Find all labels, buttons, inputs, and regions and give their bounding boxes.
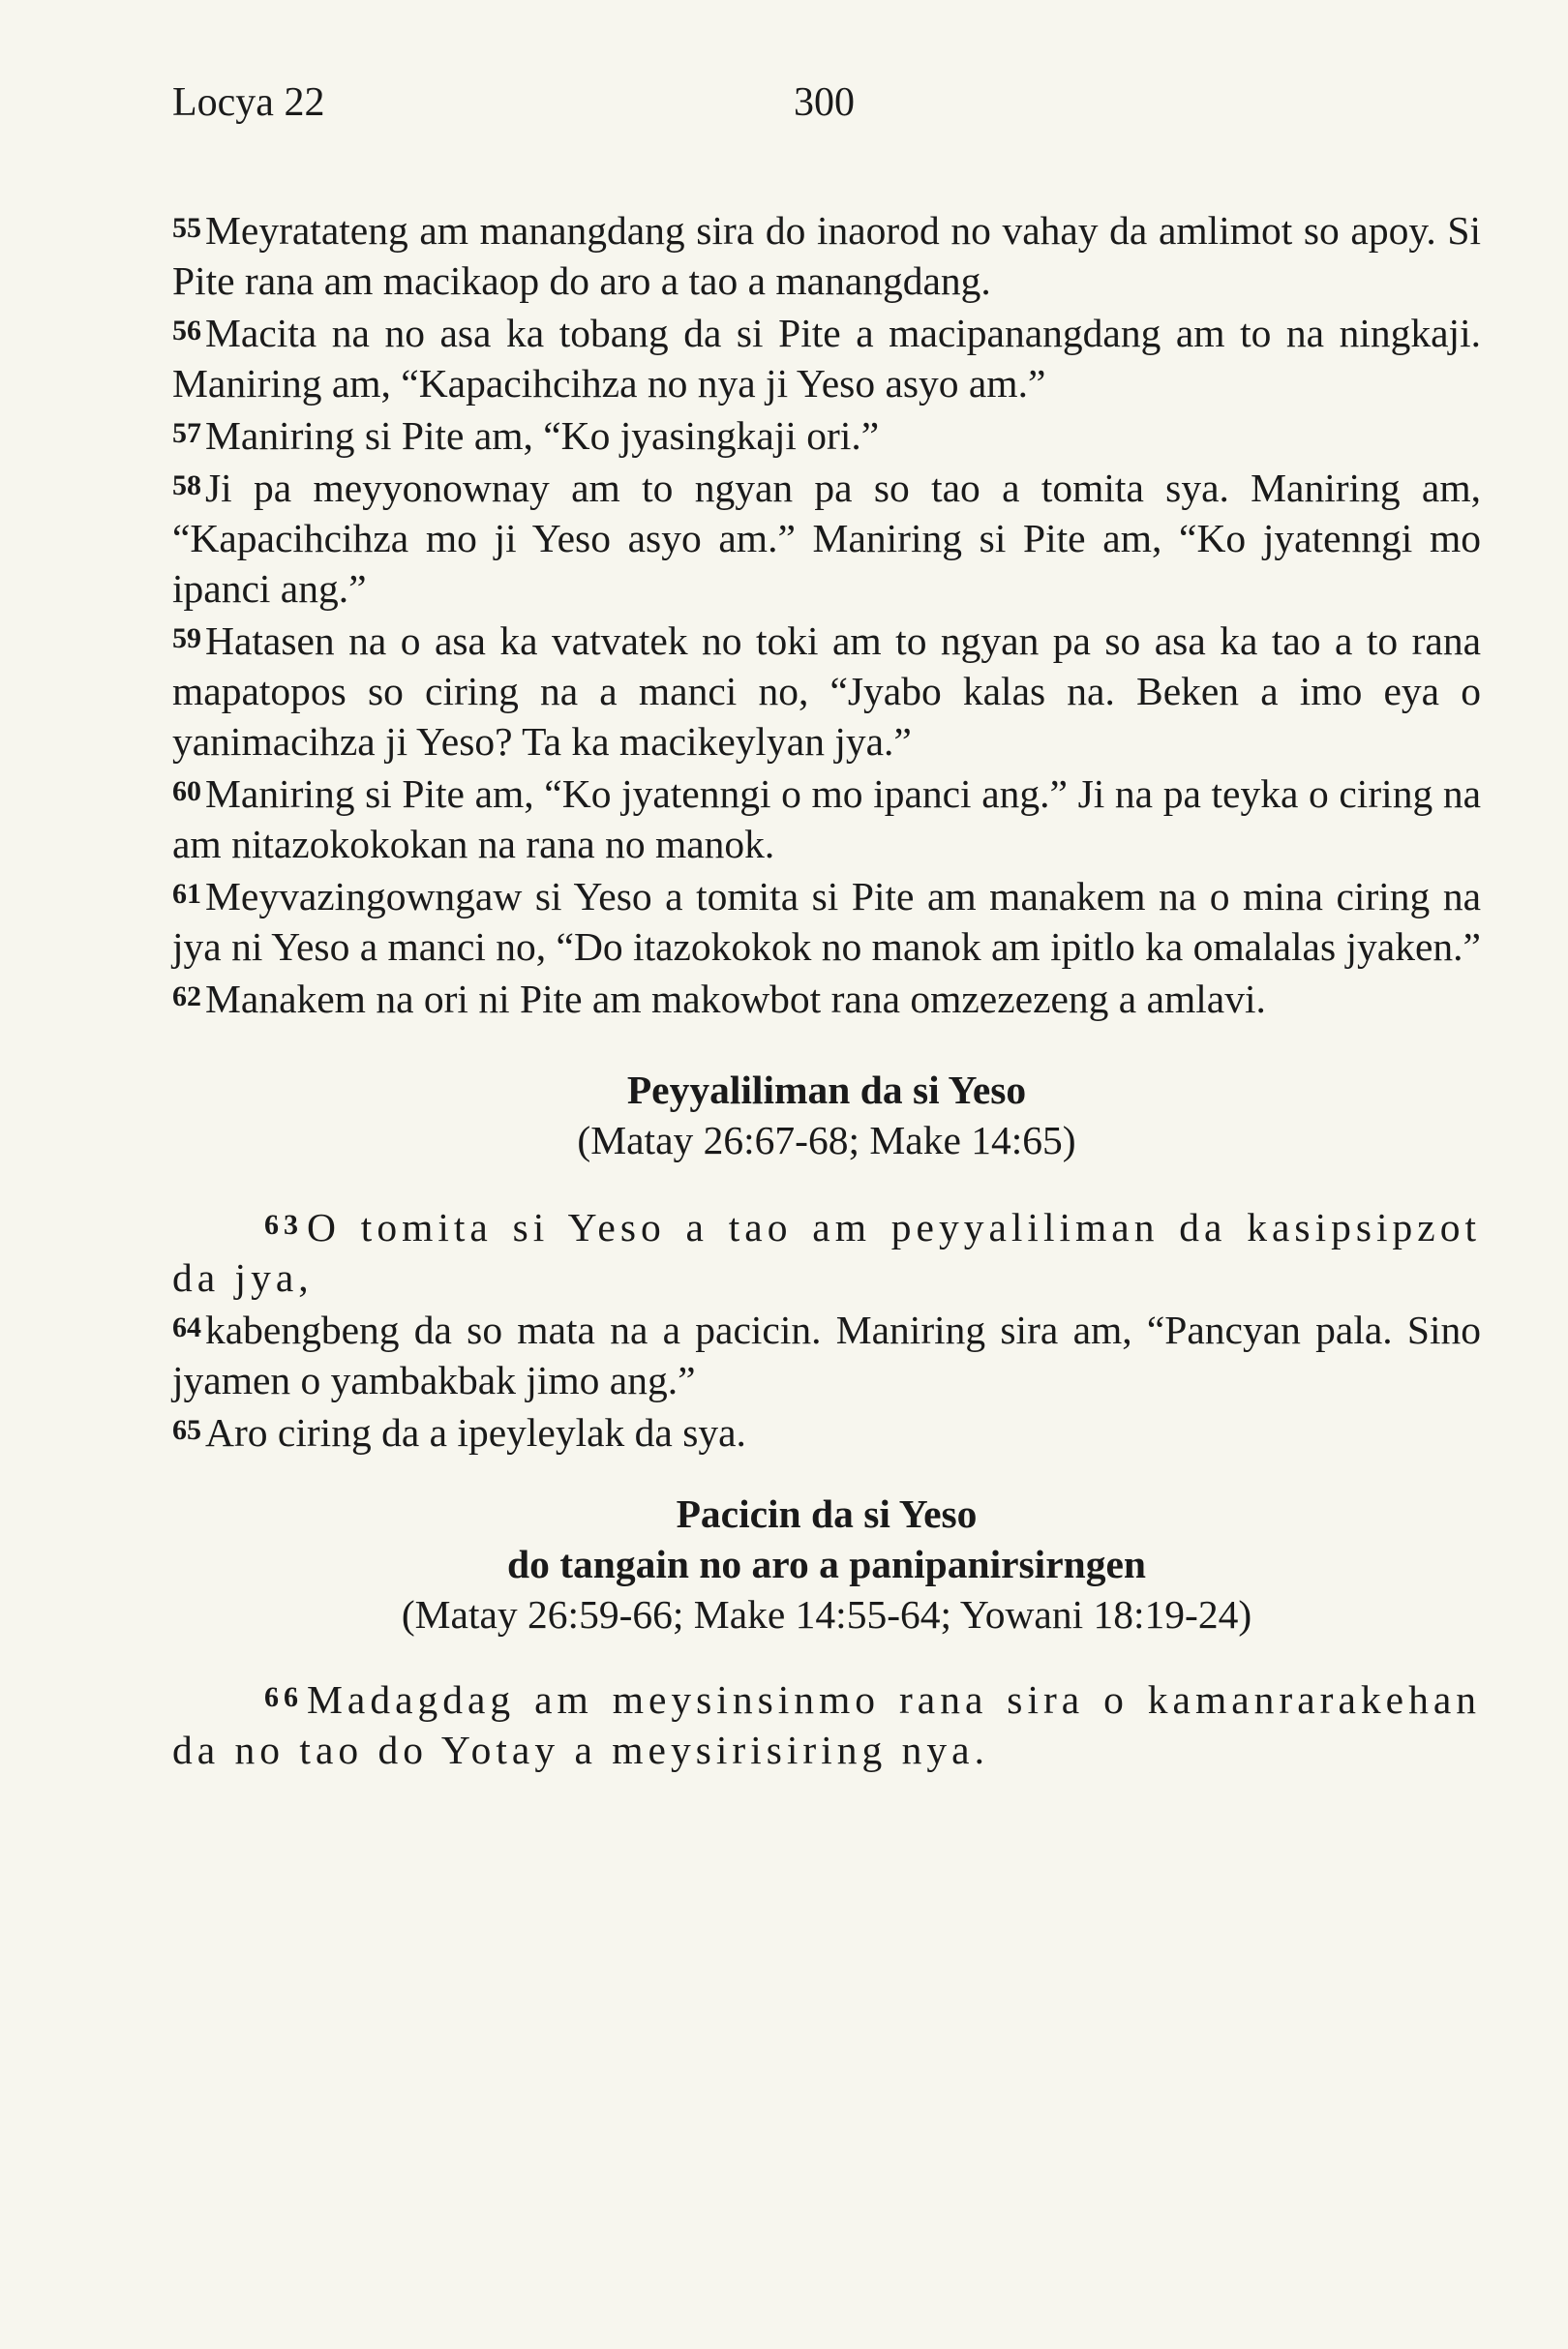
verse-text: Meyvazingowngaw si Yeso a tomita si Pite am manakem na o mina ciring na jya ni Yeso a manci no, “Do itazokokok no manok am ipitlo ka omalalas jyaken.” [172,874,1481,969]
verse [172,408,1481,461]
verse [172,461,1481,614]
section-heading [172,1065,1481,1165]
verse-number: 62 [172,980,201,1012]
verse-number: 66 [264,1681,303,1713]
verse-text: Madagdag am meysinsinmo rana sira o kamanrarakehan da no tao do Yotay a meysirisiring nya. [172,1677,1481,1772]
verse-text: O tomita si Yeso a tao am peyyaliliman da kasipsipzot da jya, [172,1205,1481,1300]
verse-text: Meyratateng am manangdang sira do inaorod no vahay da amlimot so apoy. Si Pite rana am macikaop do aro a tao a manangdang. [172,208,1481,303]
verse-number: 59 [172,622,201,654]
verse [172,1200,1481,1303]
verse-text: Hatasen na o asa ka vatvatek no toki am to ngyan pa so asa ka tao a to rana mapatopos so ciring na a manci no, “Jyabo kalas na. Beken a imo eya o yanimacihza ji Yeso? Ta ka macikeylyan jya.” [172,618,1481,764]
verse [172,972,1481,1024]
page-number: 300 [794,80,855,125]
verse-text: Maniring si Pite am, “Ko jyatenngi o mo ipanci ang.” Ji na pa teyka o ciring na am nitazokokokan na rana no manok. [172,771,1481,866]
running-header [172,79,1489,137]
verse-number: 60 [172,775,201,807]
verse-number: 64 [172,1311,201,1343]
verse-number: 65 [172,1414,201,1446]
verse-text: kabengbeng da so mata na a pacicin. Maniring sira am, “Pancyan pala. Sino jyamen o yambakbak jimo ang.” [172,1308,1481,1402]
verse [172,306,1481,408]
book-chapter-label: Locya 22 [172,80,325,125]
verse-text: Ji pa meyyonownay am to ngyan pa so tao a tomita sya. Maniring am, “Kapacihcihza mo ji Yeso asyo am.” Maniring si Pite am, “Ko jyatenngi mo ipanci ang.” [172,466,1481,611]
verse-number: 56 [172,315,201,346]
verse-number: 55 [172,212,201,244]
section-title: Peyyaliliman da si Yeso [626,1068,1027,1112]
verse [172,1405,1481,1458]
section-heading [172,1489,1481,1640]
verse [172,1303,1481,1405]
verse-number: 58 [172,469,201,501]
verse [172,869,1481,972]
verse [172,203,1481,306]
verse [172,1672,1481,1775]
section-title-line2: do tangain no aro a panipanirsirngen [507,1542,1146,1586]
section-cross-reference: (Matay 26:67-68; Make 14:65) [577,1118,1076,1162]
verse-number: 63 [264,1209,303,1241]
verse-number: 57 [172,417,201,449]
page-body [172,203,1481,1775]
section-title: Pacicin da si Yeso [676,1491,978,1536]
verse [172,614,1481,767]
verse-text: Manakem na ori ni Pite am makowbot rana omzezezeng a amlavi. [205,977,1266,1021]
section-cross-reference: (Matay 26:59-66; Make 14:55-64; Yowani 18:19-24) [401,1592,1252,1637]
verse-text: Aro ciring da a ipeyleylak da sya. [205,1410,746,1455]
verse-text: Macita na no asa ka tobang da si Pite a macipanangdang am to na ningkaji. Maniring am, “Kapacihcihza no nya ji Yeso asyo am.” [172,311,1481,406]
verse-number: 61 [172,878,201,910]
verse-text: Maniring si Pite am, “Ko jyasingkaji ori.” [205,413,880,458]
verse [172,767,1481,869]
